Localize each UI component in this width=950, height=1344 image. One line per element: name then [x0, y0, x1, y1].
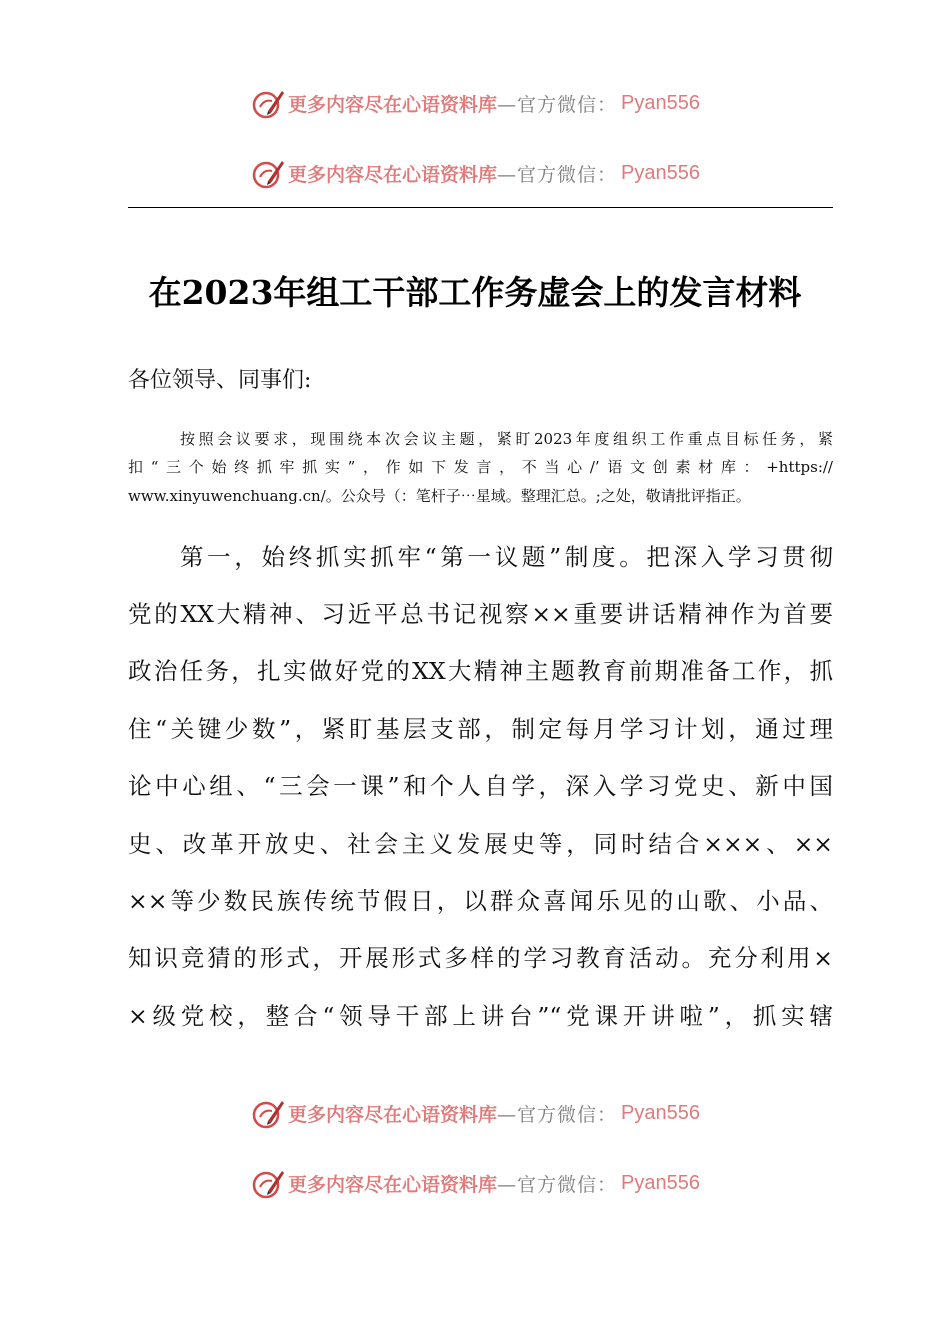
header-divider [128, 207, 833, 208]
watermark-official-text: —官方微信： [497, 1173, 618, 1196]
pen-circle-logo-icon [250, 1095, 286, 1131]
watermark-main-text: 更多内容尽在心语资料库 [288, 1103, 498, 1126]
body-line: ×级党校，整合“领导干部上讲台”“党课开讲啦”，抓实辖 [128, 1002, 833, 1030]
body-line: ××等少数民族传统节假日，以群众喜闻乐见的山歌、小品、 [128, 887, 833, 915]
body-line: 政治任务，扎实做好党的XX大精神主题教育前期准备工作，抓 [128, 657, 833, 685]
watermark-account: Pyan556 [621, 1171, 700, 1194]
body-line: 史、改革开放史、社会主义发展史等，同时结合×××、×× [128, 830, 833, 858]
note-line: 按照会议要求，现围绕本次会议主题，紧盯2023年度组织工作重点目标任务，紧 [180, 430, 833, 448]
note-line: www.xinyuwenchuang.cn/。公众号（：笔杆子⋯星域。整理汇总。;之处，敬请批评指正。 [128, 487, 751, 505]
watermark-main-text: 更多内容尽在心语资料库 [288, 1173, 498, 1196]
watermark-main-text: 更多内容尽在心语资料库 [288, 163, 498, 186]
body-line: 党的XX大精神、习近平总书记视察××重要讲话精神作为首要 [128, 600, 833, 628]
watermark-banner [0, 153, 950, 193]
watermark-official-text: —官方微信： [497, 93, 618, 116]
watermark-banner [0, 83, 950, 123]
watermark-official-text: —官方微信： [497, 163, 618, 186]
watermark-account: Pyan556 [621, 91, 700, 114]
body-line: 第一，始终抓实抓牢“第一议题”制度。把深入学习贯彻 [180, 543, 833, 571]
pen-circle-logo-icon [250, 1165, 286, 1201]
note-line: 扣“三个始终抓牢抓实”，作如下发言，不当心/’语文创素材库：+https:// [128, 458, 833, 476]
watermark-banner [0, 1093, 950, 1133]
body-line: 论中心组、“三会一课”和个人自学，深入学习党史、新中国 [128, 772, 833, 800]
watermark-main-text: 更多内容尽在心语资料库 [288, 93, 498, 116]
document-title: 在2023年组工干部工作务虚会上的发言材料 [148, 273, 802, 312]
pen-circle-logo-icon [250, 85, 286, 121]
watermark-account: Pyan556 [621, 161, 700, 184]
watermark-account: Pyan556 [621, 1101, 700, 1124]
pen-circle-logo-icon [250, 155, 286, 191]
body-line: 知识竞猜的形式，开展形式多样的学习教育活动。充分利用× [128, 944, 833, 972]
watermark-official-text: —官方微信： [497, 1103, 618, 1126]
salutation: 各位领导、同事们: [128, 368, 312, 393]
watermark-banner [0, 1163, 950, 1203]
body-line: 住“关键少数”，紧盯基层支部，制定每月学习计划，通过理 [128, 715, 833, 743]
